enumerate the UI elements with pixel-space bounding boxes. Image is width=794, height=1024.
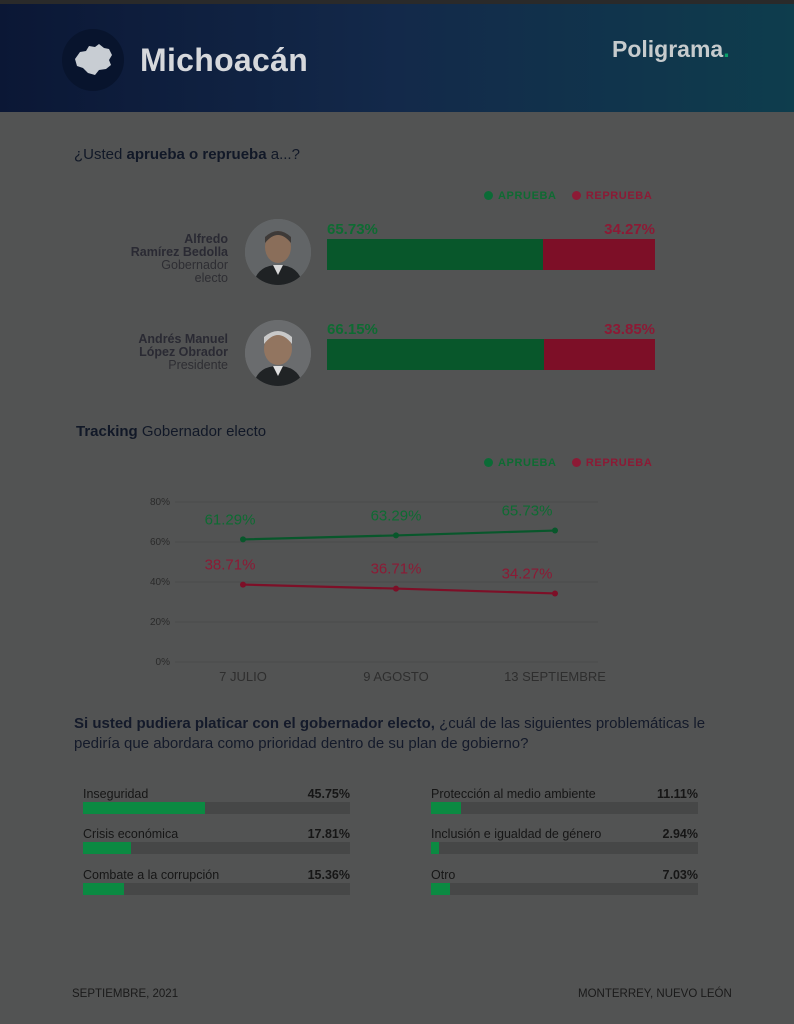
series-point-disapprove-1 [393,586,399,592]
priority-value-4: 11.11% [656,787,698,801]
brand-name: Poligrama [612,36,724,62]
footer-location: MONTERREY, NUEVO LEÓN [578,988,732,1000]
series-line-approve [243,531,555,540]
y-tick-label-2: 40% [149,577,170,588]
tracking-title-rest: Gobernador electo [137,423,267,440]
person-1-name-line2: Ramírez Bedolla [130,245,228,259]
person-1-name-line1: Alfredo [184,232,228,246]
series-line-disapprove [243,585,555,594]
data-label-disapprove-2: 34.27% [501,565,553,583]
priority-bar-fill-6 [431,883,450,895]
priority-value-5: 2.94% [662,827,698,841]
data-label-disapprove-1: 36.71% [370,560,422,578]
legend-disapprove-dot [572,191,581,200]
brand-dot: . [723,36,730,62]
person-2-name-line2: López Obrador [139,345,228,359]
priority-label-2: Crisis económica [83,827,179,841]
priority-value-3: 15.36% [307,868,350,882]
priority-label-5: Inclusión e igualdad de género [431,827,602,841]
priority-question [74,714,754,754]
priority-bar-fill-4 [431,802,461,814]
priority-label-1: Inseguridad [83,787,149,801]
person-2-role-line1: Presidente [168,358,228,372]
priority-label-3: Combate a la corrupción [83,868,220,882]
series-point-disapprove-2 [552,590,558,596]
priority-label-6: Otro [431,868,456,882]
person-2-name-line1: Andrés Manuel [138,332,228,346]
man-portrait-icon [245,219,311,285]
disapprove-value-label-1: 34.27% [604,221,655,238]
person-1-role-line2: electo [194,271,228,285]
person-1-role-line1: Gobernador [161,258,228,272]
x-tick-label-2: 13 SEPTIEMBRE [504,669,606,684]
person-1-avatar [245,219,311,285]
tracking-legend-disapprove-label: REPRUEBA [585,457,653,469]
data-label-approve-0: 61.29% [204,511,256,529]
series-point-disapprove-0 [240,582,246,588]
priority-bar-fill-3 [83,883,124,895]
approval-question-prefix: ¿Usted [74,146,127,163]
priority-bar-fill-1 [83,802,205,814]
legend-approve [484,190,556,202]
tracking-legend-approve [484,457,556,469]
priority-value-2: 17.81% [307,827,350,841]
person-2-name [68,333,228,372]
tracking-legend-approve-label: APRUEBA [498,457,557,469]
priority-value-6: 7.03% [662,868,698,882]
approve-bar-1 [327,239,543,270]
legend-approve-label: APRUEBA [498,190,557,202]
approve-value-label-1: 65.73% [327,221,378,238]
series-point-approve-2 [552,528,558,534]
disapprove-bar-1 [543,239,655,270]
michoacan-map-icon [62,29,124,91]
priority-bar-track-1 [83,802,350,814]
man-portrait-icon [245,320,311,386]
priority-question-bold: Si usted pudiera platicar con el gobernador electo, [74,715,435,732]
disapprove-bar-2 [544,339,655,370]
series-point-approve-1 [393,532,399,538]
priority-bar-track-6 [431,883,698,895]
approval-question-bold: aprueba o reprueba [126,146,267,163]
y-tick-label-1: 20% [149,617,170,628]
header [0,4,794,112]
approve-bar-2 [327,339,544,370]
priority-bar-fill-5 [431,842,439,854]
legend-disapprove [572,190,653,202]
tracking-title [76,423,266,440]
priority-bar-track-2 [83,842,350,854]
priority-bar-track-4 [431,802,698,814]
person-1-name [68,233,228,285]
y-tick-label-0: 0% [155,657,170,668]
approval-question-suffix: a...? [266,146,300,163]
state-map-badge [62,29,124,91]
priority-bar-fill-2 [83,842,131,854]
state-title: Michoacán [140,42,309,78]
approval-question [74,146,300,163]
priority-bar-track-3 [83,883,350,895]
tracking-legend [484,457,652,469]
tracking-legend-disapprove [572,457,653,469]
approval-legend [484,190,652,202]
series-point-approve-0 [240,536,246,542]
brand-logo [612,36,730,63]
tracking-legend-approve-dot [484,458,493,467]
priority-question-rest: ¿cuál de las siguientes problemáticas le pediría que abordara como prioridad dentro de su plan de gobierno? [74,715,706,752]
approve-value-label-2: 66.15% [327,321,378,338]
tracking-title-bold: Tracking [76,423,138,440]
y-tick-label-4: 80% [149,497,170,508]
person-2-avatar [245,320,311,386]
x-tick-label-1: 9 AGOSTO [363,669,429,684]
footer-date: SEPTIEMBRE, 2021 [72,988,179,1000]
data-label-approve-2: 65.73% [501,502,553,520]
data-label-disapprove-0: 38.71% [204,556,256,574]
legend-approve-dot [484,191,493,200]
legend-disapprove-label: REPRUEBA [585,190,653,202]
x-tick-label-0: 7 JULIO [219,669,267,684]
data-label-approve-1: 63.29% [370,507,422,525]
tracking-legend-disapprove-dot [572,458,581,467]
disapprove-value-label-2: 33.85% [604,321,655,338]
y-tick-label-3: 60% [149,537,170,548]
priority-value-1: 45.75% [307,787,350,801]
priority-bar-track-5 [431,842,698,854]
priority-label-4: Protección al medio ambiente [431,787,596,801]
